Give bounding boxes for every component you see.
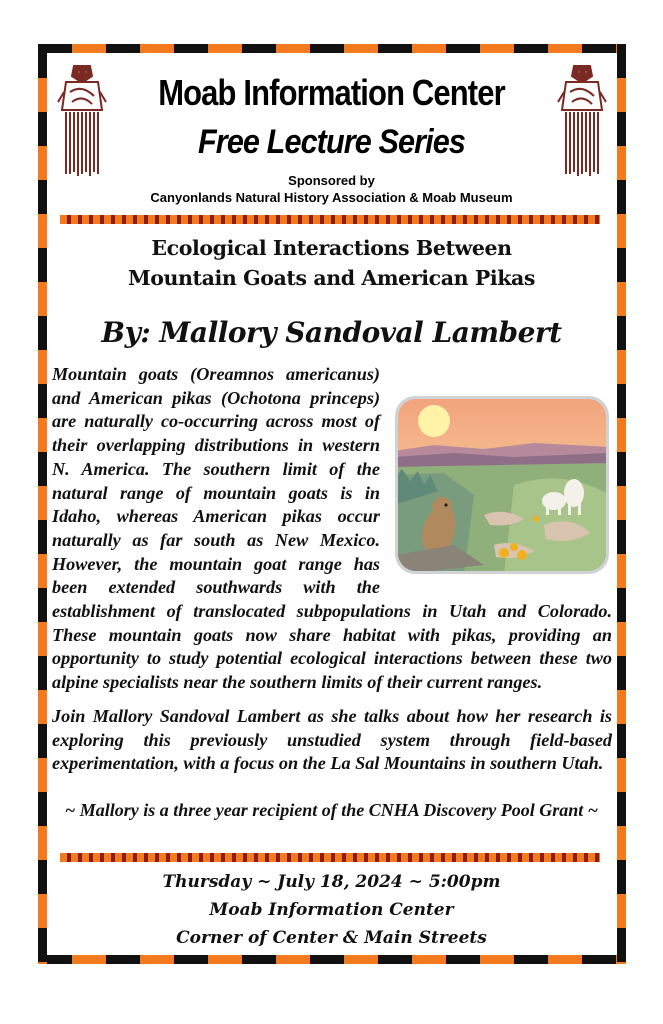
description-paragraph-2: Join Mallory Sandoval Lambert as she talks about how her research is exploring this previously unstudied system through field-based experimentation, with a focus on the La Sal Mountains in southern Utah. (52, 705, 612, 774)
header-subtitle: Free Lecture Series (198, 123, 465, 161)
event-address: Corner of Center & Main Streets (176, 928, 487, 948)
description-paragraph-1-text: Mountain goats (Oreamnos americanus) and American pikas (Ochotona princeps) are naturally co-occurring across most of their overlapping distributions in western N. America. The southern limit of the natural range of mountain goats is in Idaho, whereas American pikas occur naturally as far south as New Mexico. However, the mountain goat range has been extended southwards with the establishment of translocated subpopulations in Utah and Colorado. These mountain goats now share habitat with pikas, providing an opportunity to study potential ecological interactions between these two alpine specialists near the southern limits of their current ranges. (52, 364, 612, 693)
description (52, 363, 612, 786)
lecture-title-line2: Mountain Goats and American Pikas (127, 266, 536, 290)
divider-bottom (60, 853, 600, 862)
event-location: Moab Information Center (209, 900, 454, 920)
divider-top (60, 215, 600, 224)
header-title: Moab Information Center (158, 72, 505, 113)
description-paragraph-1 (52, 363, 612, 695)
event-datetime: Thursday ~ July 18, 2024 ~ 5:00pm (162, 872, 501, 892)
lecture-title-line1: Ecological Interactions Between (151, 236, 512, 260)
mountain-goat-pika-illustration (394, 395, 610, 575)
lecture-title (40, 233, 623, 293)
grant-note: ~ Mallory is a three year recipient of the CNHA Discovery Pool Grant ~ (65, 800, 598, 820)
sponsored-label: Sponsored by (288, 173, 375, 188)
sponsors: Canyonlands Natural History Association & Moab Museum (150, 190, 513, 205)
speaker-byline: By: Mallory Sandoval Lambert (101, 316, 562, 349)
